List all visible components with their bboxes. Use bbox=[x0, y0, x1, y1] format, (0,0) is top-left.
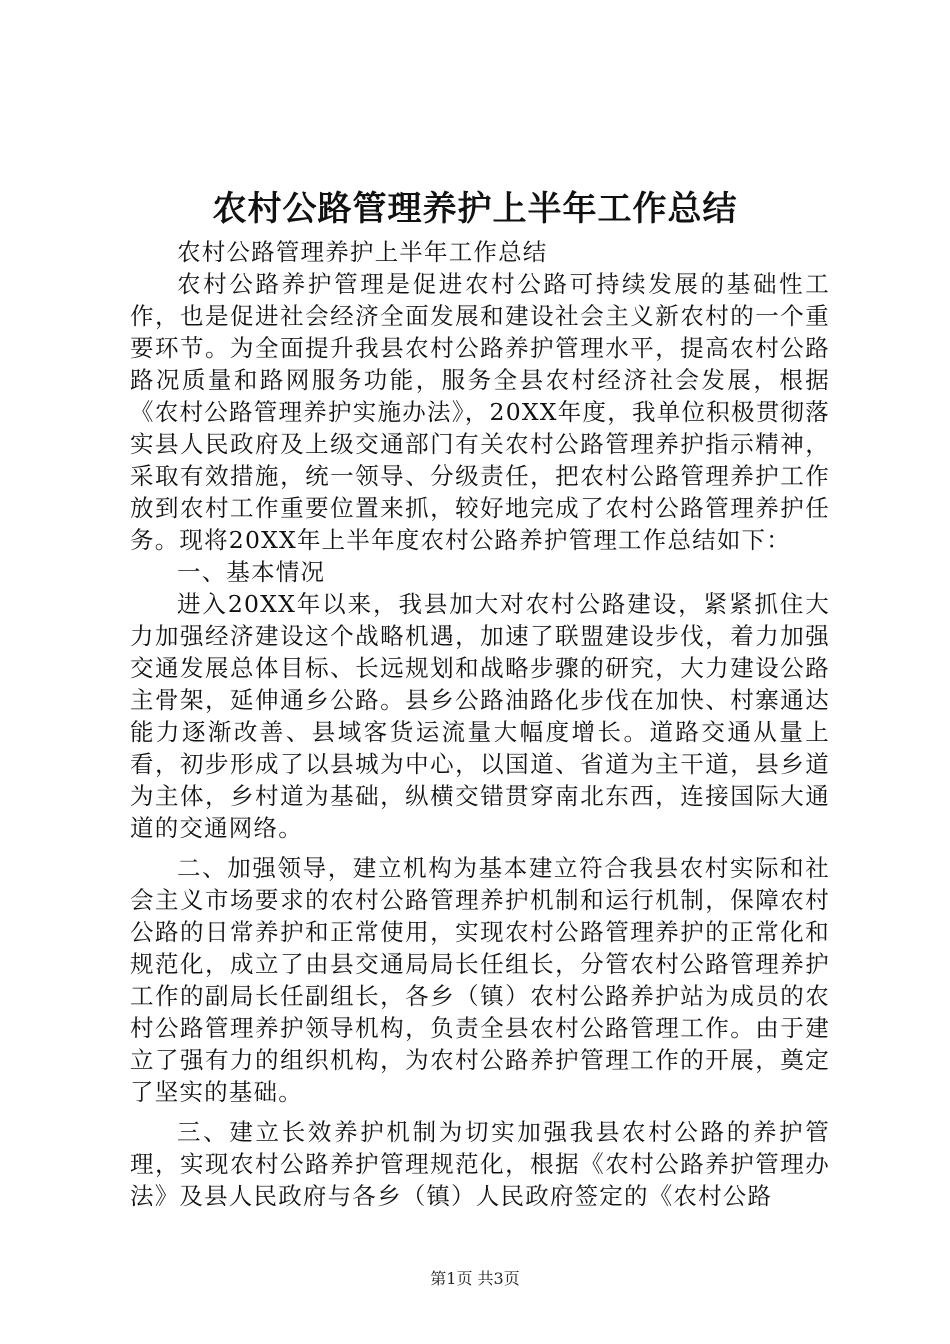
section-heading-basic: 一、基本情况 bbox=[177, 558, 326, 586]
document-title: 农村公路管理养护上半年工作总结 bbox=[212, 189, 738, 229]
paragraph-basic-situation: 进入20XX年以来，我县加大对农村公路建设，紧紧抓住大力加强经济建设这个战略机遇，加速了联盟建设步伐，着力加强交通发展总体目标、长远规划和战略步骤的研究，大力建设公路主骨架，延伸通乡公路。县乡公路油路化步伐在加快、村寨通达能力逐渐改善、县域客货运流量大幅度增长。道路交通从量上看，初步形成了以县城为中心，以国道、省道为主干道，县乡道为主体，乡村道为基础，纵横交错贯穿南北东西，连接国际大通道的交通网络。 bbox=[130, 590, 830, 842]
paragraph-intro: 农村公路养护管理是促进农村公路可持续发展的基础性工作，也是促进社会经济全面发展和建设社会主义新农村的一个重要环节。为全面提升我县农村公路养护管理水平，提高农村公路路况质量和路网服务功能，服务全县农村经济社会发展，根据《农村公路管理养护实施办法》，20XX年度，我单位积极贯彻落实县人民政府及上级交通部门有关农村公路管理养护指示精神，采取有效措施，统一领导、分级责任，把农村公路管理养护工作放到农村工作重要位置来抓，较好地完成了农村公路管理养护任务。现将20XX年上半年度农村公路养护管理工作总结如下： bbox=[130, 270, 830, 554]
document-body bbox=[130, 236, 830, 1212]
paragraph-leadership: 二、加强领导，建立机构为基本建立符合我县农村实际和社会主义市场要求的农村公路管理养护机制和运行机制，保障农村公路的日常养护和正常使用，实现农村公路管理养护的正常化和规范化，成立了由县交通局局长任组长，分管农村公路管理养护工作的副局长任副组长，各乡（镇）农村公路养护站为成员的农村公路管理养护领导机构，负责全县农村公路管理工作。由于建立了强有力的组织机构，为农村公路养护管理工作的开展，奠定了坚实的基础。 bbox=[130, 854, 830, 1106]
page-number-footer: 第1页 共3页 bbox=[430, 1269, 520, 1288]
paragraph-subtitle: 农村公路管理养护上半年工作总结 bbox=[177, 238, 548, 266]
paragraph-mechanism: 三、建立长效养护机制为切实加强我县农村公路的养护管理，实现农村公路养护管理规范化，根据《农村公路养护管理办法》及县人民政府与各乡（镇）人民政府签定的《农村公路 bbox=[130, 1118, 830, 1210]
